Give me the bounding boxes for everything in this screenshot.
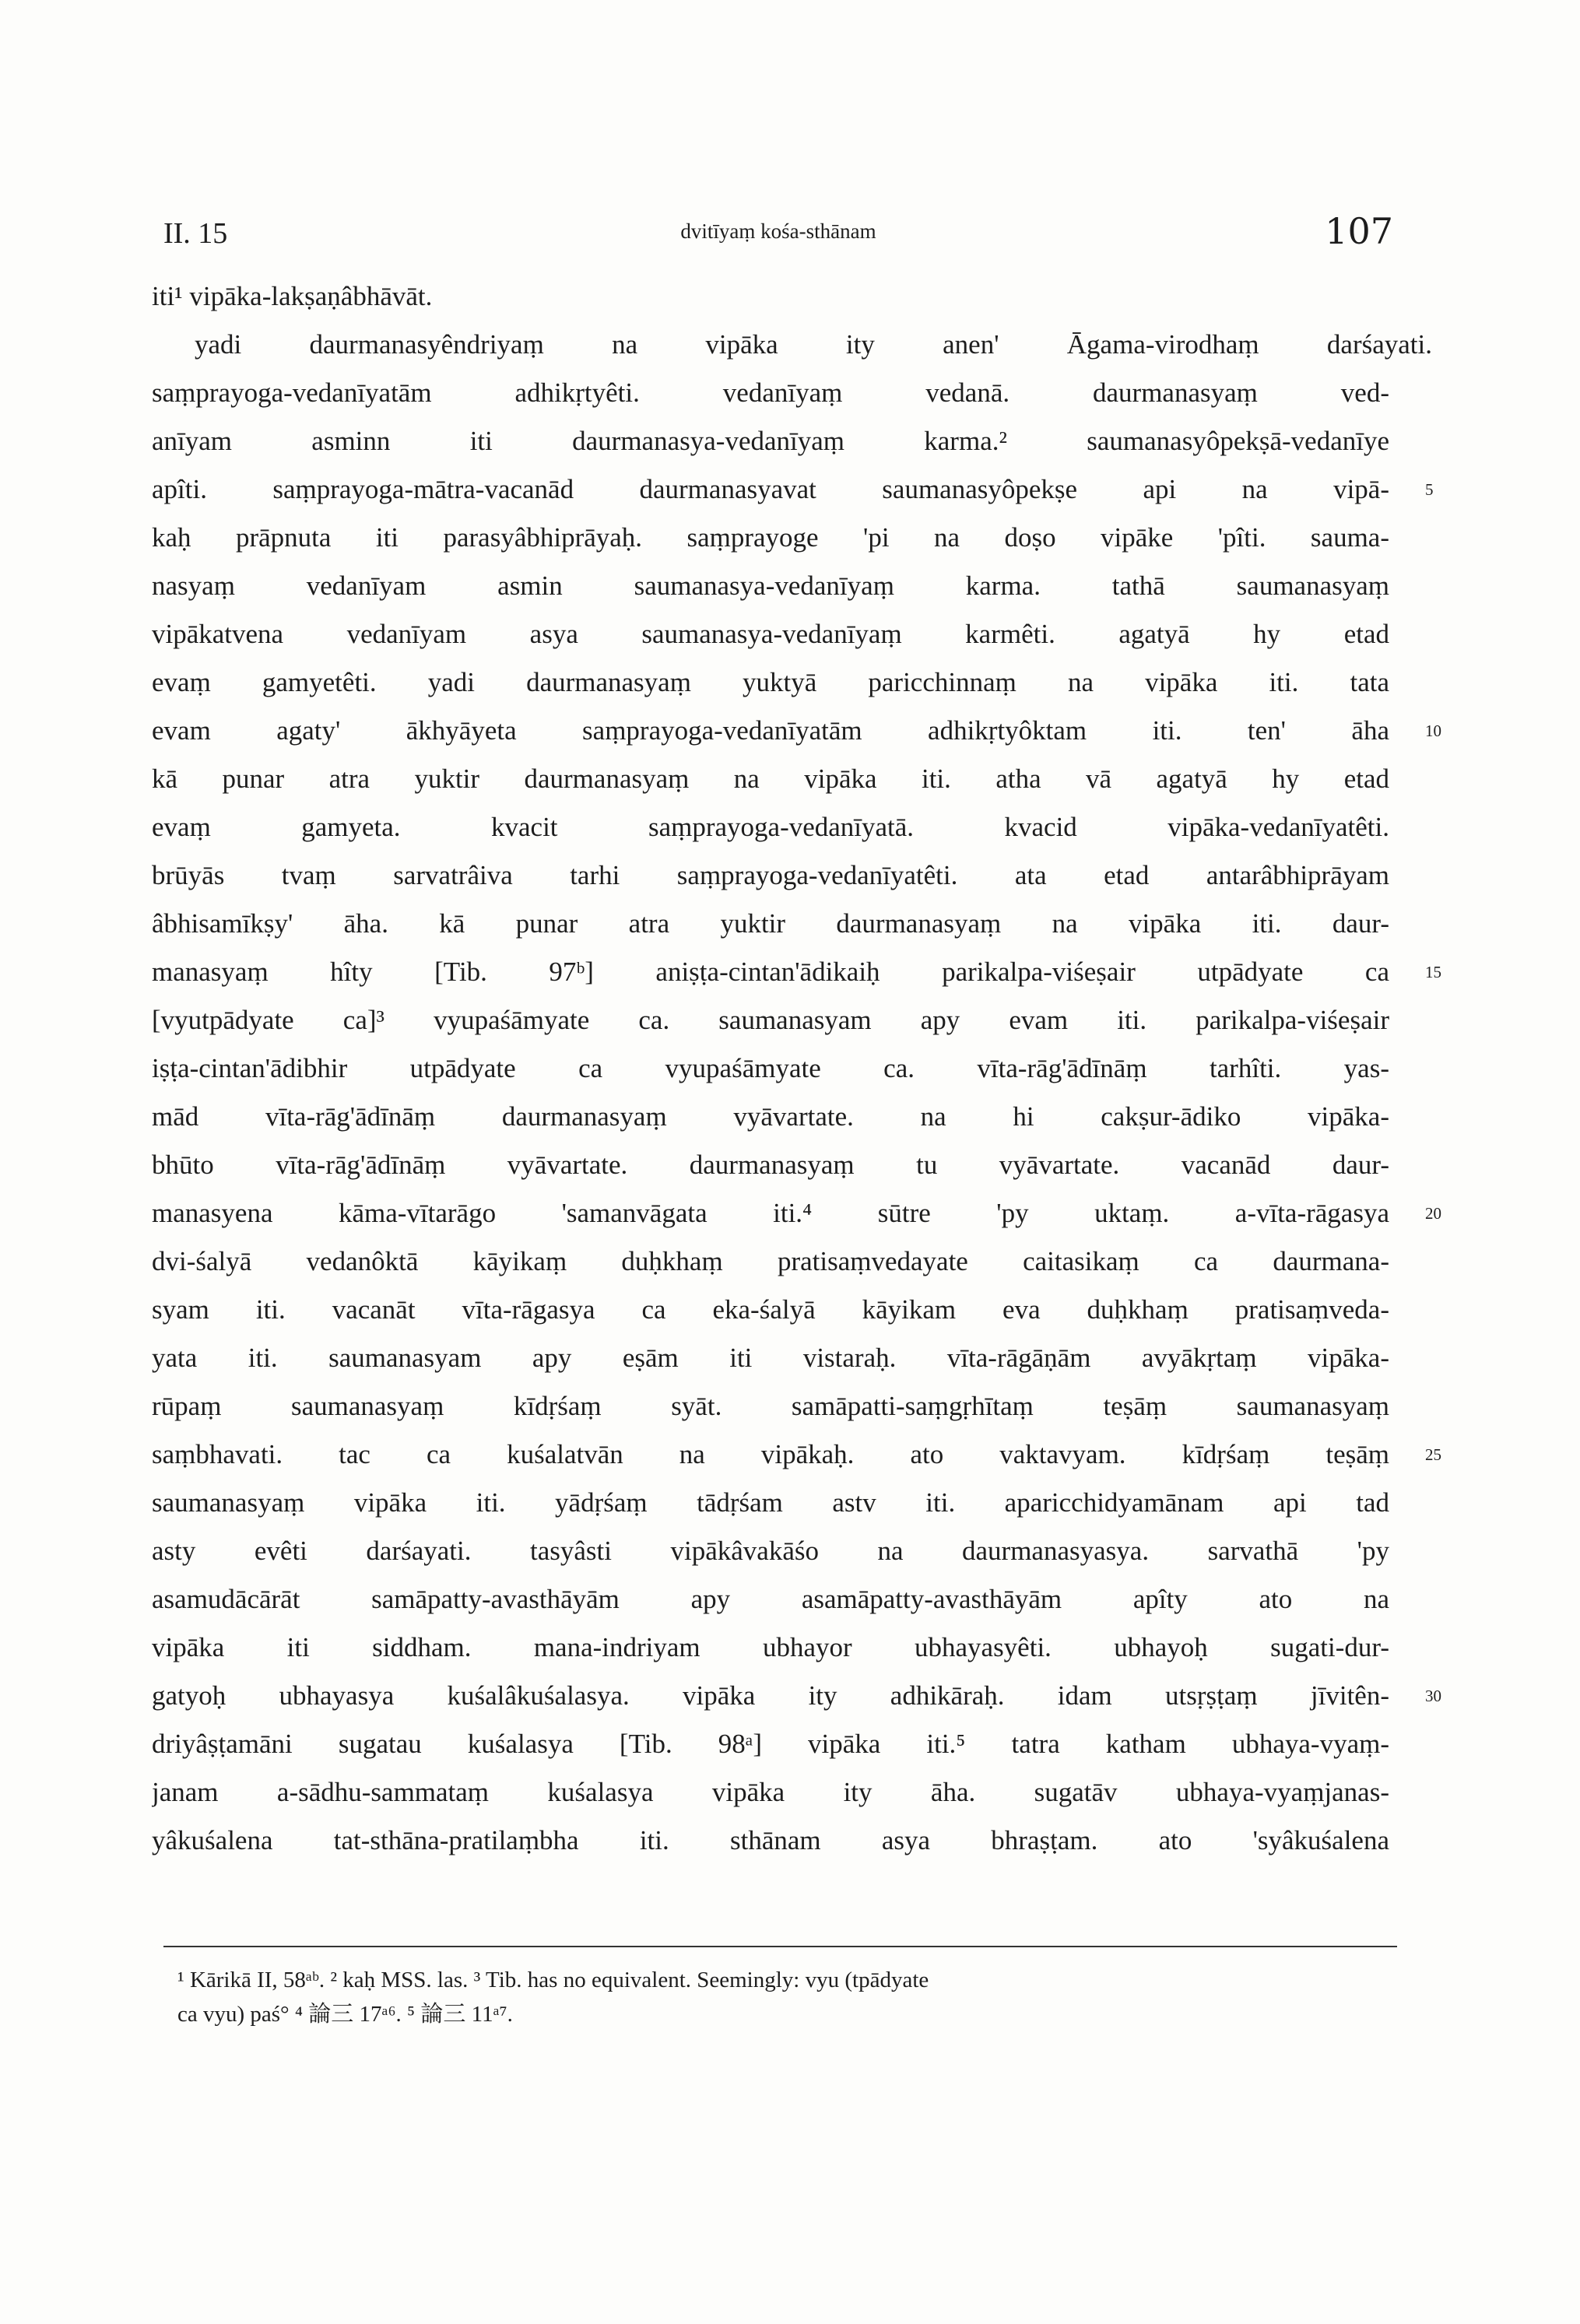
line-text: kaḥ prāpnuta iti parasyâbhiprāyaḥ. saṃprayoge 'pi na doṣo vipāke 'pîti. sauma- xyxy=(152,522,1389,553)
line-text: apîti. saṃprayoga-mātra-vacanād daurmanasyavat saumanasyôpekṣe api na vipā- xyxy=(152,474,1389,504)
footnote-line: ¹ Kārikā II, 58ᵃᵇ. ² kaḥ MSS. las. ³ Tib. has no equivalent. Seemingly: vyu (tpādyate xyxy=(177,1968,929,1992)
text-line xyxy=(152,1768,1389,1817)
text-line xyxy=(152,1479,1389,1527)
line-text: manasyena kāma-vītarāgo 'samanvāgata iti.⁴ sūtre 'py uktaṃ. a-vīta-rāgasya xyxy=(152,1198,1389,1228)
line-text: yata iti. saumanasyam apy eṣām iti vistaraḥ. vīta-rāgāṇām avyākṛtaṃ vipāka- xyxy=(152,1343,1389,1373)
line-text: iti¹ vipāka-lakṣaṇâbhāvāt. xyxy=(152,281,433,311)
text-line xyxy=(152,1044,1389,1093)
text-line xyxy=(152,417,1389,465)
text-line xyxy=(152,1575,1389,1624)
text-line xyxy=(152,1527,1389,1575)
line-number: 5 xyxy=(1425,480,1434,499)
text-line xyxy=(152,610,1389,658)
text-line xyxy=(152,1431,1441,1479)
text-line xyxy=(152,803,1389,851)
line-number: 30 xyxy=(1425,1687,1441,1705)
text-line xyxy=(152,658,1389,707)
text-line xyxy=(152,562,1389,610)
footnote-line: ca vyu) paś° ⁴ 論三 17ᵃ⁶. ⁵ 論三 11ᵃ⁷. xyxy=(177,2002,513,2027)
line-text: gatyoḥ ubhayasya kuśalâkuśalasya. vipāka ity adhikāraḥ. idam utsṛṣṭaṃ jīvitên- xyxy=(152,1680,1389,1711)
text-line xyxy=(152,321,1432,369)
text-line xyxy=(152,272,1389,321)
line-text: vipāka iti siddham. mana-indriyam ubhayor ubhayasyêti. ubhayoḥ sugati-dur- xyxy=(152,1632,1389,1662)
text-line xyxy=(152,465,1434,514)
text-line xyxy=(152,900,1389,948)
line-text: kā punar atra yuktir daurmanasyaṃ na vipāka iti. atha vā agatyā hy etad xyxy=(152,764,1389,794)
footnote-divider xyxy=(163,1946,1397,1947)
line-text: saṃbhavati. tac ca kuśalatvān na vipākaḥ. ato vaktavyam. kīdṛśaṃ teṣāṃ xyxy=(152,1439,1389,1469)
text-line xyxy=(152,369,1389,417)
line-text: iṣṭa-cintan'ādibhir utpādyate ca vyupaśāmyate ca. vīta-rāg'ādīnāṃ tarhîti. yas- xyxy=(152,1053,1389,1083)
line-number: 20 xyxy=(1425,1204,1441,1223)
line-text: anīyam asminn iti daurmanasya-vedanīyaṃ karma.² saumanasyôpekṣā-vedanīye xyxy=(152,426,1389,456)
line-text: [vyutpādyate ca]³ vyupaśāmyate ca. saumanasyam apy evam iti. parikalpa-viśeṣair xyxy=(152,1005,1389,1035)
line-text: rūpaṃ saumanasyaṃ kīdṛśaṃ syāt. samāpatti-saṃgṛhītaṃ teṣāṃ saumanasyaṃ xyxy=(152,1391,1389,1421)
page-number: 107 xyxy=(1325,210,1393,252)
line-text: asamudācārāt samāpatty-avasthāyām apy asamāpatty-avasthāyām apîty ato na xyxy=(152,1584,1389,1614)
line-text: evam agaty' ākhyāyeta saṃprayoga-vedanīyatām adhikṛtyôktam iti. ten' āha xyxy=(152,715,1389,746)
line-text: janam a-sādhu-sammataṃ kuśalasya vipāka ity āha. sugatāv ubhaya-vyaṃjanas- xyxy=(152,1777,1389,1807)
text-line xyxy=(152,707,1441,755)
main-text xyxy=(152,272,1441,1865)
line-text: saumanasyaṃ vipāka iti. yādṛśaṃ tādṛśam astv iti. aparicchidyamānam api tad xyxy=(152,1487,1389,1518)
section-reference: II. 15 xyxy=(163,217,228,250)
text-line xyxy=(152,755,1389,803)
line-number: 15 xyxy=(1425,963,1441,981)
line-text: driyâṣṭamāni sugatau kuśalasya [Tib. 98ᵃ] vipāka iti.⁵ tatra katham ubhaya-vyaṃ- xyxy=(152,1729,1389,1759)
text-line xyxy=(152,851,1389,900)
text-line xyxy=(152,996,1389,1044)
running-header xyxy=(163,210,1393,272)
line-text: evaṃ gamyeta. kvacit saṃprayoga-vedanīyatā. kvacid vipāka-vedanīyatêti. xyxy=(152,812,1389,842)
text-line xyxy=(152,1720,1389,1768)
footnotes xyxy=(177,1963,1392,2031)
text-line xyxy=(152,1286,1389,1334)
line-text: asty evêti darśayati. tasyâsti vipākâvakāśo na daurmanasyasya. sarvathā 'py xyxy=(152,1536,1389,1566)
text-line xyxy=(152,1672,1441,1720)
line-text: vipākatvena vedanīyam asya saumanasya-vedanīyaṃ karmêti. agatyā hy etad xyxy=(152,619,1389,649)
line-text: nasyaṃ vedanīyam asmin saumanasya-vedanīyaṃ karma. tathā saumanasyaṃ xyxy=(152,570,1389,601)
running-title: dvitīyaṃ kośa-sthānam xyxy=(680,219,876,243)
text-line xyxy=(152,1189,1441,1237)
text-line xyxy=(152,1093,1389,1141)
text-line xyxy=(152,1624,1389,1672)
text-line xyxy=(152,1141,1389,1189)
line-text: dvi-śalyā vedanôktā kāyikaṃ duḥkhaṃ pratisaṃvedayate caitasikaṃ ca daurmana- xyxy=(152,1246,1389,1276)
line-text: manasyaṃ hîty [Tib. 97ᵇ] aniṣṭa-cintan'ādikaiḥ parikalpa-viśeṣair utpādyate ca xyxy=(152,957,1389,987)
text-line xyxy=(152,514,1389,562)
line-text: saṃprayoga-vedanīyatām adhikṛtyêti. vedanīyaṃ vedanā. daurmanasyaṃ ved- xyxy=(152,377,1389,408)
text-line xyxy=(152,948,1441,996)
line-text: mād vīta-rāg'ādīnāṃ daurmanasyaṃ vyāvartate. na hi cakṣur-ādiko vipāka- xyxy=(152,1101,1389,1132)
text-line xyxy=(152,1817,1389,1865)
text-line xyxy=(152,1237,1389,1286)
line-number: 25 xyxy=(1425,1445,1441,1464)
line-text: syam iti. vacanāt vīta-rāgasya ca eka-śalyā kāyikam eva duḥkhaṃ pratisaṃveda- xyxy=(152,1294,1389,1325)
line-text: evaṃ gamyetêti. yadi daurmanasyaṃ yuktyā paricchinnaṃ na vipāka iti. tata xyxy=(152,667,1389,697)
line-text: yadi daurmanasyêndriyaṃ na vipāka ity anen' Āgama-virodhaṃ darśayati. xyxy=(195,329,1432,360)
line-number: 10 xyxy=(1425,721,1441,740)
text-line xyxy=(152,1382,1389,1431)
line-text: bhūto vīta-rāg'ādīnāṃ vyāvartate. daurmanasyaṃ tu vyāvartate. vacanād daur- xyxy=(152,1150,1389,1180)
line-text: yâkuśalena tat-sthāna-pratilaṃbha iti. sthānam asya bhraṣṭam. ato 'syâkuśalena xyxy=(152,1825,1389,1855)
line-text: âbhisamīkṣy' āha. kā punar atra yuktir daurmanasyaṃ na vipāka iti. daur- xyxy=(152,908,1389,939)
text-line xyxy=(152,1334,1389,1382)
line-text: brūyās tvaṃ sarvatrâiva tarhi saṃprayoga-vedanīyatêti. ata etad antarâbhiprāyam xyxy=(152,860,1389,890)
